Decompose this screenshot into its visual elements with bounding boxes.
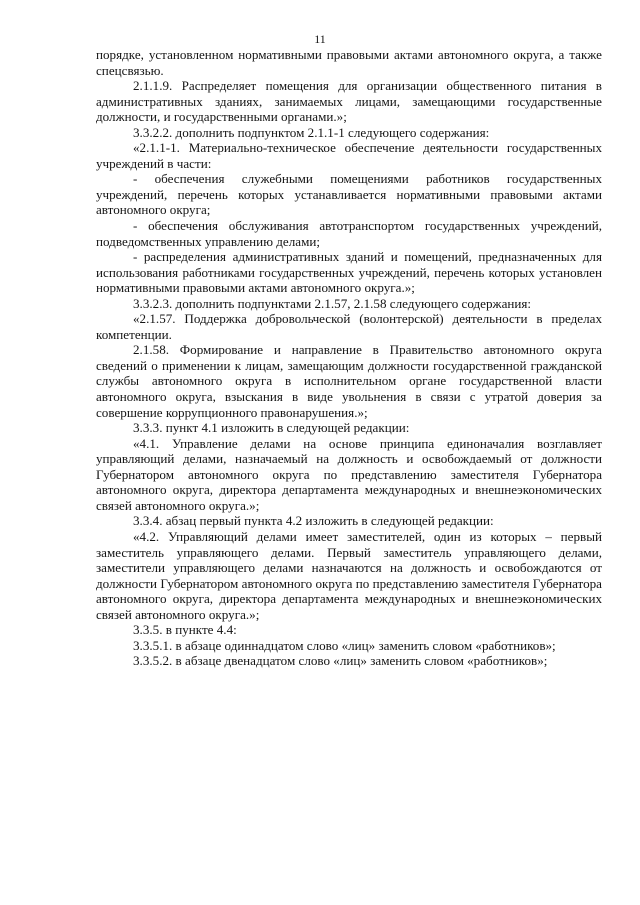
document-body [96, 47, 602, 669]
paragraph-3-3-4: 3.3.4. абзац первый пункта 4.2 изложить в следующей редакции: [133, 513, 494, 529]
paragraph-3-3-2-3: 3.3.2.3. дополнить подпунктами 2.1.57, 2.1.58 следующего содержания: [133, 295, 532, 311]
paragraph-3-3-5-2: 3.3.5.2. в абзаце двенадцатом слово «лиц» заменить словом «работников»; [133, 653, 548, 669]
paragraph-4-2: «4.2. Управляющий делами имеет заместителей, один из которых – первый заместитель управляющего делами. Первый заместитель управляющего делами, заместители управляющего делами назначаются на должность и освобождаются от должности Губернатором автономного округа по представлению заместителя Губернатора автономного округа, директора департамента международных и внешнеэкономических связей автономного округа.»; [96, 528, 602, 622]
page-number: 11 [314, 32, 326, 46]
paragraph-3-3-3: 3.3.3. пункт 4.1 изложить в следующей редакции: [133, 420, 410, 436]
paragraph-3-3-5-1: 3.3.5.1. в абзаце одиннадцатом слово «лиц» заменить словом «работников»; [133, 637, 556, 653]
paragraph-3-3-5: 3.3.5. в пункте 4.4: [133, 622, 237, 638]
paragraph-2-1-58: 2.1.58. Формирование и направление в Правительство автономного округа сведений о применении к лицам, замещающим должности государственной гражданской службы автономного округа в исполнительном органе государственной власти автономного округа, взыскания в виде увольнения в связи с утратой доверия за совершение коррупционного правонарушения.»; [96, 342, 602, 420]
paragraph-2-1-1-9: 2.1.1.9. Распределяет помещения для организации общественного питания в административных зданиях, занимаемых лицами, замещающими государственные должности, и государственными органами.»; [96, 78, 602, 125]
list-item-vehicles: - обеспечения обслуживания автотранспортом государственных учреждений, подведомственных управлению делами; [96, 218, 602, 249]
paragraph-continuation: порядке, установленном нормативными правовыми актами автономного округа, а также спецсвязью. [96, 47, 602, 78]
list-item-office-premises: - обеспечения служебными помещениями работников государственных учреждений, перечень которых устанавливается нормативными правовыми актами автономного округа; [96, 171, 602, 218]
paragraph-3-3-2-2: 3.3.2.2. дополнить подпунктом 2.1.1-1 следующего содержания: [133, 124, 490, 140]
paragraph-4-1: «4.1. Управление делами на основе принципа единоначалия возглавляет управляющий делами, назначаемый на должность и освобождаемый от должности Губернатором автономного округа по представлению заместителя Губернатора автономного округа, директора департамента международных и внешнеэкономических связей автономного округа.»; [96, 435, 602, 513]
paragraph-2-1-57: «2.1.57. Поддержка добровольческой (волонтерской) деятельности в пределах компетенции. [96, 311, 602, 342]
list-item-building-distribution: - распределения административных зданий и помещений, предназначенных для использования работниками государственных учреждений, перечень которых установлен нормативными правовыми актами автономного округа.»; [96, 249, 602, 296]
paragraph-2-1-1-1: «2.1.1-1. Материально-техническое обеспечение деятельности государственных учреждений в части: [96, 140, 602, 171]
